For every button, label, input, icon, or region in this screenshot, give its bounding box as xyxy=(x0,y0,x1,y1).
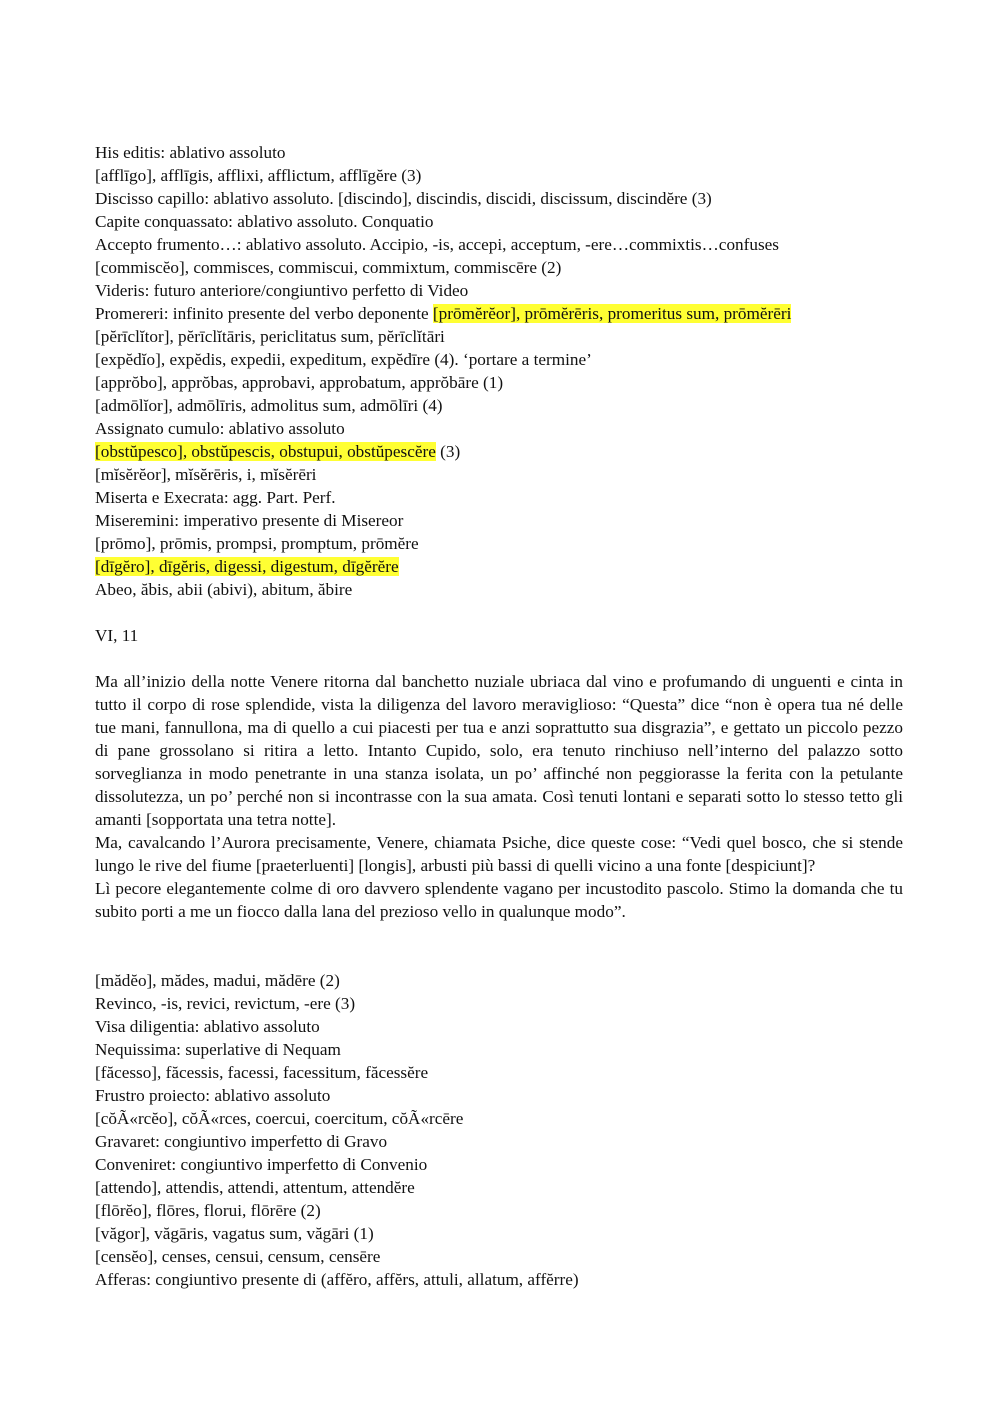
note-line xyxy=(95,233,903,256)
note-line xyxy=(95,578,903,601)
translation-paragraph: Ma all’inizio della notte Venere ritorna dal banchetto nuziale ubriaca dal vino e profumando di unguenti e cinta in tutto il corpo di rose splendide, vista la diligenza del lavoro meraviglioso: “Questa” dice “non è opera tua né delle tue mani, fannullona, ma di quello a cui piacesti per tua e anzi soprattutto sua disgrazia”, e gettato un piccolo pezzo di pane grossolano si ritira a letto. Intanto Cupido, solo, era tenuto rinchiuso nell’interno del palazzo sotto sorveglianza in modo penetrante in una stanza isolata, un po’ affinché non peggiorasse la ferita con la petulante dissolutezza, un po’ perché non si incontrasse con la sua amata. Così tenuti lontani e separati sotto lo stesso tetto gli amanti [sopportata una tetra notte]. xyxy=(95,672,903,829)
note-line: Gravaret: congiuntivo imperfetto di Gravo xyxy=(95,1132,388,1151)
note-text: Promereri: infinito presente del verbo deponente xyxy=(95,304,433,323)
note-line xyxy=(95,440,903,463)
note-text: Videris: futuro anteriore/congiuntivo perfetto di Video xyxy=(95,281,469,300)
translation-paragraph: Lì pecore elegantemente colme di oro davvero splendente vagano per incustodito pascolo. Stimo la domanda che tu subito porti a me un fiocco dalla lana del prezioso vello in qualunque modo”. xyxy=(95,879,903,921)
spacer xyxy=(95,647,903,670)
note-text: Capite conquassato: ablativo assoluto. Conquatio xyxy=(95,212,434,231)
note-line xyxy=(95,417,903,440)
note-line xyxy=(95,164,903,187)
note-line xyxy=(95,348,903,371)
note-line: Frustro proiecto: ablativo assoluto xyxy=(95,1086,331,1105)
note-line xyxy=(95,371,903,394)
note-line xyxy=(95,210,903,233)
vocabulary-notes-list-2 xyxy=(95,969,903,1291)
note-line: [cŏÃ«rcĕo], cŏÃ«rces, coercui, coercitum, cŏÃ«rcēre xyxy=(95,1109,464,1128)
highlighted-text: [obstŭpesco], obstŭpescis, obstupui, obstŭpescĕre xyxy=(95,442,436,461)
note-text: Discisso capillo: ablativo assoluto. [discindo], discindis, discidi, discissum, discindĕre (3) xyxy=(95,189,712,208)
document-page xyxy=(95,141,903,1291)
note-text: His editis: ablativo assoluto xyxy=(95,143,286,162)
note-text: [commiscĕo], commisces, commiscui, commixtum, commiscēre (2) xyxy=(95,258,562,277)
note-text: [prōmo], prōmis, prompsi, promptum, prōmĕre xyxy=(95,534,419,553)
note-line xyxy=(95,187,903,210)
note-line xyxy=(95,463,903,486)
note-text: Accepto frumento…: ablativo assoluto. Accipio, -is, accepi, acceptum, -ere…commixtis…confuses xyxy=(95,235,779,254)
note-text: [afflīgo], afflīgis, afflixi, afflictum, afflīgĕre (3) xyxy=(95,166,422,185)
note-line xyxy=(95,394,903,417)
note-text: [expĕdĭo], expĕdis, expedii, expeditum, expĕdīre (4). ‘portare a termine’ xyxy=(95,350,592,369)
note-line xyxy=(95,532,903,555)
note-text: [pĕrīclĭtor], pĕrīclĭtāris, periclitatus sum, pĕrīclĭtāri xyxy=(95,327,445,346)
translation-block xyxy=(95,670,903,923)
note-line: Nequissima: superlative di Nequam xyxy=(95,1040,341,1059)
note-line xyxy=(95,302,903,325)
section-heading: VI, 11 xyxy=(95,626,139,645)
note-line: [văgor], văgāris, vagatus sum, văgāri (1) xyxy=(95,1224,374,1243)
note-line: [flōrĕo], flōres, florui, flōrēre (2) xyxy=(95,1201,321,1220)
note-text: Miseremini: imperativo presente di Misereor xyxy=(95,511,404,530)
note-text: (3) xyxy=(435,442,461,461)
spacer xyxy=(95,601,903,624)
highlighted-text: [dīgĕro], dīgĕris, digessi, digestum, dīgĕrĕre xyxy=(95,557,399,576)
note-line: [mădĕo], mădes, madui, mădēre (2) xyxy=(95,971,340,990)
note-text: [apprŏbo], apprŏbas, approbavi, approbatum, apprŏbāre (1) xyxy=(95,373,504,392)
note-text: Assignato cumulo: ablativo assoluto xyxy=(95,419,345,438)
note-line xyxy=(95,279,903,302)
note-line: Visa diligentia: ablativo assoluto xyxy=(95,1017,320,1036)
note-text: [mĭsĕrĕor], mĭsĕrēris, i, mĭsĕrēri xyxy=(95,465,317,484)
note-line: Conveniret: congiuntivo imperfetto di Convenio xyxy=(95,1155,428,1174)
note-line: Afferas: congiuntivo presente di (affĕro, affĕrs, attuli, allatum, affĕrre) xyxy=(95,1270,579,1289)
spacer xyxy=(95,923,903,969)
note-line xyxy=(95,555,903,578)
note-line xyxy=(95,509,903,532)
note-line: Revinco, -is, revici, revictum, -ere (3) xyxy=(95,994,356,1013)
note-line xyxy=(95,141,903,164)
note-line: [censĕo], censes, censui, censum, censēre xyxy=(95,1247,381,1266)
note-text: Abeo, ăbis, abii (abivi), abitum, ăbire xyxy=(95,580,353,599)
highlighted-text: [prōmĕrĕor], prōmĕrēris, promeritus sum, prōmĕrēri xyxy=(432,304,792,323)
note-line: [făcesso], făcessis, facessi, facessitum, făcessĕre xyxy=(95,1063,429,1082)
note-text: [admōlĭor], admōlīris, admolitus sum, admōlīri (4) xyxy=(95,396,443,415)
note-line xyxy=(95,325,903,348)
translation-paragraph: Ma, cavalcando l’Aurora precisamente, Venere, chiamata Psiche, dice queste cose: “Vedi quel bosco, che si stende lungo le rive del fiume [praeterluenti] [longis], arbusti più bassi di quelli vicino a una fonte [despiciunt]? xyxy=(95,833,903,875)
note-text: Miserta e Execrata: agg. Part. Perf. xyxy=(95,488,336,507)
note-line xyxy=(95,486,903,509)
note-line: [attendo], attendis, attendi, attentum, attendĕre xyxy=(95,1178,415,1197)
vocabulary-notes-list xyxy=(95,141,903,601)
note-line xyxy=(95,256,903,279)
